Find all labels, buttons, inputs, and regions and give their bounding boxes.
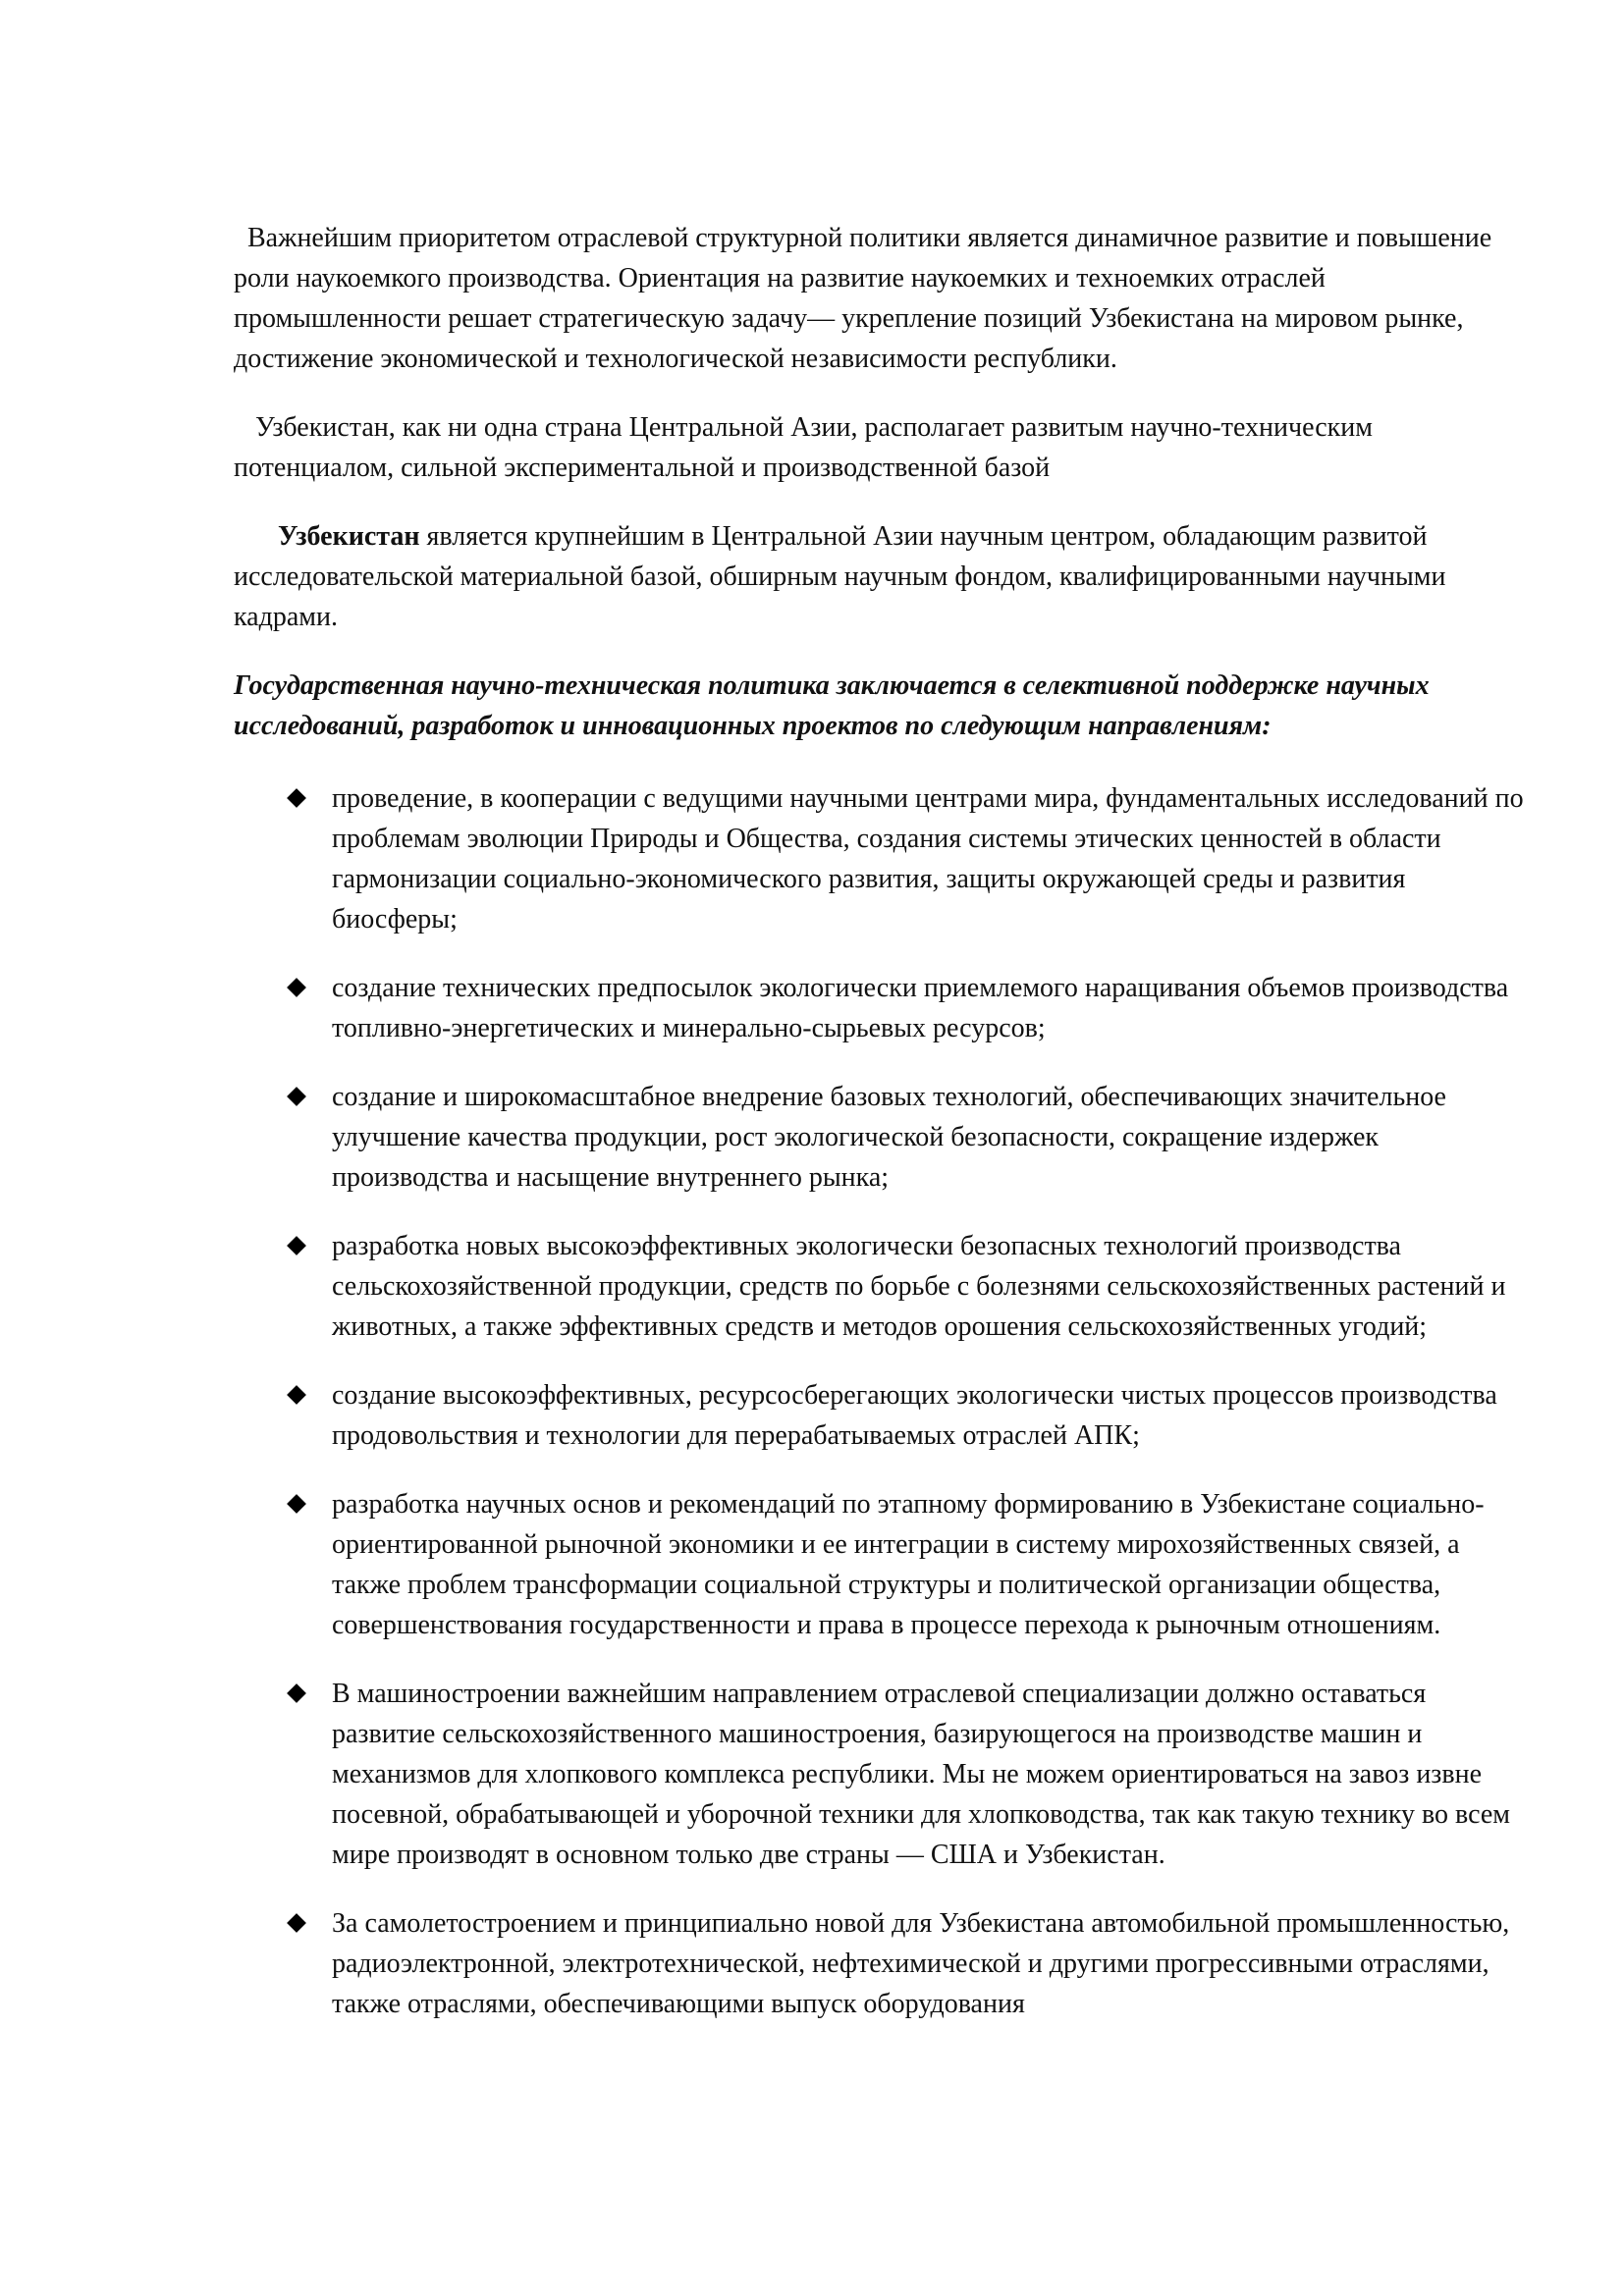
diamond-bullet-icon	[287, 1683, 306, 1703]
diamond-bullet-icon	[287, 1236, 306, 1255]
list-item-text: создание высокоэффективных, ресурсосберегающих экологически чистых процессов производства продовольствия и технологии для перерабатываемых отраслей АПК;	[332, 1380, 1497, 1451]
paragraph-science-center	[234, 516, 1532, 637]
list-item	[234, 1077, 1532, 1198]
directions-list	[234, 778, 1532, 2024]
list-item-text: проведение, в кооперации с ведущими научными центрами мира, фундаментальных исследований по проблемам эволюции Природы и Общества, создания системы этических ценностей в области гармонизации социально-экономического развития, защиты окружающей среды и развития биосферы;	[332, 783, 1524, 934]
list-item-text: разработка научных основ и рекомендаций по этапному формированию в Узбекистане социально-ориентированной рыночной экономики и ее интеграции в систему мирохозяйственных связей, а также проблем трансформации социальной структуры и политической организации общества, совершенствования государственности и права в процессе перехода к рыночным отношениям.	[332, 1489, 1485, 1640]
diamond-bullet-icon	[287, 978, 306, 997]
list-item-text: За самолетостроением и принципиально новой для Узбекистана автомобильной промышленностью, радиоэлектронной, электротехнической, нефтехимической и другими прогрессивными отраслями, также отраслями, обеспечивающими выпуск оборудования	[332, 1908, 1510, 2019]
list-item	[234, 1484, 1532, 1645]
list-item	[234, 778, 1532, 939]
list-item-text: создание технических предпосылок экологически приемлемого наращивания объемов производства топливно-энергетических и минерально-сырьевых ресурсов;	[332, 973, 1509, 1043]
list-item	[234, 1903, 1532, 2024]
diamond-bullet-icon	[287, 788, 306, 808]
list-item-text: разработка новых высокоэффективных экологически безопасных технологий производства сельскохозяйственной продукции, средств по борьбе с болезнями сельскохозяйственных растений и животных, а также эффективных средств и методов орошения сельскохозяйственных угодий;	[332, 1231, 1506, 1342]
paragraph-science-center-text: является крупнейшим в Центральной Азии научным центром, обладающим развитой исследовательской материальной базой, обширным научным фондом, квалифицированными научными кадрами.	[234, 521, 1446, 632]
diamond-bullet-icon	[287, 1494, 306, 1514]
list-item	[234, 1226, 1532, 1347]
document-page	[234, 218, 1532, 2053]
list-item	[234, 1375, 1532, 1456]
diamond-bullet-icon	[287, 1385, 306, 1405]
list-item	[234, 1674, 1532, 1875]
diamond-bullet-icon	[287, 1087, 306, 1106]
list-item	[234, 968, 1532, 1048]
diamond-bullet-icon	[287, 1913, 306, 1933]
list-item-text: создание и широкомасштабное внедрение базовых технологий, обеспечивающих значительное улучшение качества продукции, рост экологической безопасности, сокращение издержек производства и насыщение внутреннего рынка;	[332, 1082, 1446, 1193]
bold-country-name: Узбекистан	[278, 521, 420, 552]
paragraph-priority: Важнейшим приоритетом отраслевой структурной политики является динамичное развитие и повышение роли наукоемкого производства. Ориентация на развитие наукоемких и техноемких отраслей промышленности решает стратегическую задачу— укрепление позиций Узбекистана на мировом рынке, достижение экономической и технологической независимости республики.	[234, 223, 1492, 374]
paragraph-policy-heading: Государственная научно-техническая политика заключается в селективной поддержке научных исследований, разработок и инновационных проектов по следующим направлениям:	[234, 670, 1430, 741]
list-item-text: В машиностроении важнейшим направлением отраслевой специализации должно оставаться развитие сельскохозяйственного машиностроения, базирующегося на производстве машин и механизмов для хлопкового комплекса республики. Мы не можем ориентироваться на завоз извне посевной, обрабатывающей и уборочной техники для хлопководства, так как такую технику во всем мире производят в основном только две страны — США и Узбекистан.	[332, 1679, 1511, 1870]
paragraph-potential: Узбекистан, как ни одна страна Центральной Азии, располагает развитым научно-техническим потенциалом, сильной экспериментальной и производственной базой	[234, 412, 1373, 483]
